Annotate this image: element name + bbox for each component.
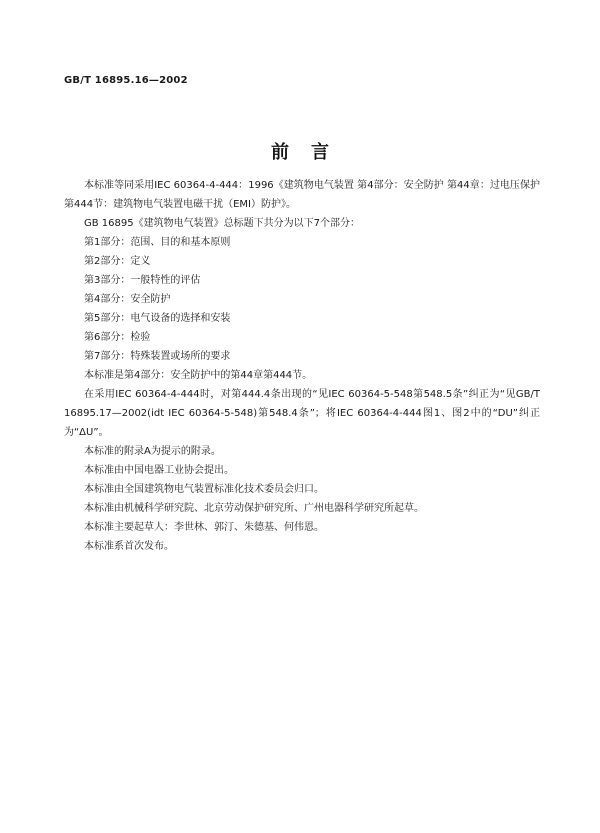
list-item-part-6: 第6部分：检验	[84, 332, 151, 343]
paragraph-drafters: 本标准主要起草人：李世林、郭汀、朱德基、何伟恩。	[84, 522, 324, 533]
paragraph-series-intro: GB 16895《建筑物电气装置》总标题下共分为以下7个部分：	[84, 218, 360, 229]
page-title: 前言	[271, 142, 351, 163]
paragraph-corrections: 在采用IEC 60364-4-444时，对第444.4条出现的“见IEC 60364-5-548第548.5条”纠正为“见GB/T 16895.17—2002(idt IEC 60364-5-548)第548.4条”；将IEC 60364-4-444图1、图2中的“DU”纠正为“ΔU”。	[64, 389, 540, 438]
list-item-part-4: 第4部分：安全防护	[84, 294, 171, 305]
list-item-part-5: 第5部分：电气设备的选择和安装	[84, 313, 231, 324]
paragraph-first-issue: 本标准系首次发布。	[84, 541, 174, 552]
paragraph-annex: 本标准的附录A为提示的附录。	[84, 446, 221, 457]
list-item-part-1: 第1部分：范围、目的和基本原则	[84, 237, 231, 248]
paragraph-committee: 本标准由全国建筑物电气装置标准化技术委员会归口。	[84, 484, 324, 495]
paragraph-adoption: 本标准等同采用IEC 60364-4-444：1996《建筑物电气装置 第4部分：安全防护 第44章：过电压保护 第444节：建筑物电气装置电磁干扰（EMI）防护》。	[64, 180, 540, 210]
paragraph-drafting-orgs: 本标准由机械科学研究院、北京劳动保护研究所、广州电器科学研究所起草。	[84, 503, 424, 514]
foreword-body	[64, 176, 540, 556]
paragraph-proposer: 本标准由中国电器工业协会提出。	[84, 465, 234, 476]
list-item-part-3: 第3部分：一般特性的评估	[84, 275, 201, 286]
standard-number: GB/T 16895.16—2002	[64, 75, 188, 86]
list-item-part-7: 第7部分：特殊装置或场所的要求	[84, 351, 231, 362]
list-item-part-2: 第2部分：定义	[84, 256, 151, 267]
paragraph-scope: 本标准是第4部分：安全防护中的第44章第444节。	[84, 370, 313, 381]
